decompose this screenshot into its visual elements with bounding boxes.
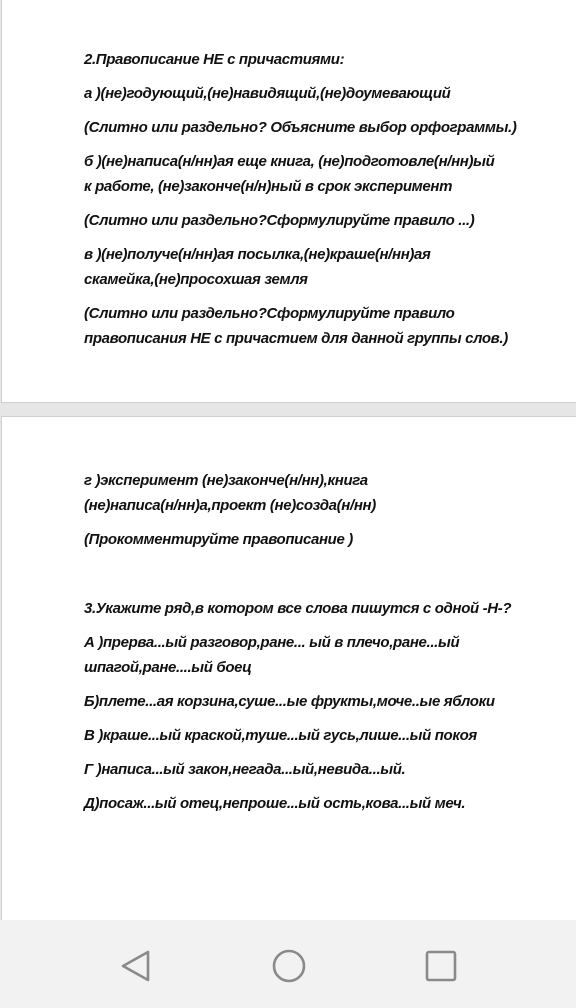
task-2d-words-line-1: г )эксперимент (не)законче(н/нн),книга: [84, 472, 368, 489]
task-2b-instruction: (Слитно или раздельно?Сформулируйте правило ...): [84, 212, 475, 229]
task-2d-words-line-2: (не)написа(н/нн)а,проект (не)созда(н/нн): [84, 497, 376, 514]
home-circle-icon: [267, 944, 311, 988]
option-g: Г )написа...ый закон,негада...ый,невида...ый.: [84, 761, 406, 778]
recents-button[interactable]: [419, 944, 463, 988]
document-page-2: [1, 416, 576, 920]
option-a-line-2: шпагой,ране....ый боец: [84, 659, 252, 676]
option-v: В )краше...ый краской,туше...ый гусь,лише...ый покоя: [84, 727, 477, 744]
document-page-1: [1, 0, 576, 403]
task-2d-instruction: (Прокомментируйте правописание ): [84, 531, 353, 548]
option-d: Д)посаж...ый отец,непроше...ый ость,кова...ый меч.: [84, 795, 466, 812]
task-2b-words-line-1: б )(не)написа(н/нн)ая еще книга, (не)подготовле(н/нн)ый: [84, 153, 495, 170]
option-b: Б)плете...ая корзина,суше...ые фрукты,моче..ые яблоки: [84, 693, 495, 710]
task-2c-words-line-1: в )(не)получе(н/нн)ая посылка,(не)краше(н/нн)ая: [84, 246, 431, 263]
home-button[interactable]: [267, 944, 311, 988]
back-button[interactable]: [113, 944, 157, 988]
back-triangle-icon: [113, 944, 157, 988]
task-2c-instruction-line-1: (Слитно или раздельно?Сформулируйте правило: [84, 305, 455, 322]
task-2a-instruction: (Слитно или раздельно? Объясните выбор орфограммы.): [84, 119, 517, 136]
task-3-heading: 3.Укажите ряд,в котором все слова пишутся с одной -Н-?: [84, 600, 512, 617]
task-2a-words: а )(не)годующий,(не)навидящий,(не)доумевающий: [84, 85, 451, 102]
recents-square-icon: [419, 944, 463, 988]
system-navigation-bar: [0, 920, 576, 1008]
task-2-heading: 2.Правописание НЕ с причастиями:: [84, 51, 345, 68]
task-2c-words-line-2: скамейка,(не)просохшая земля: [84, 271, 308, 288]
task-2b-words-line-2: к работе, (не)законче(н/н)ный в срок эксперимент: [84, 178, 453, 195]
option-a-line-1: А )прерва...ый разговор,ране... ый в плечо,ране...ый: [84, 634, 460, 651]
task-2c-instruction-line-2: правописания НЕ с причастием для данной группы слов.): [84, 330, 508, 347]
